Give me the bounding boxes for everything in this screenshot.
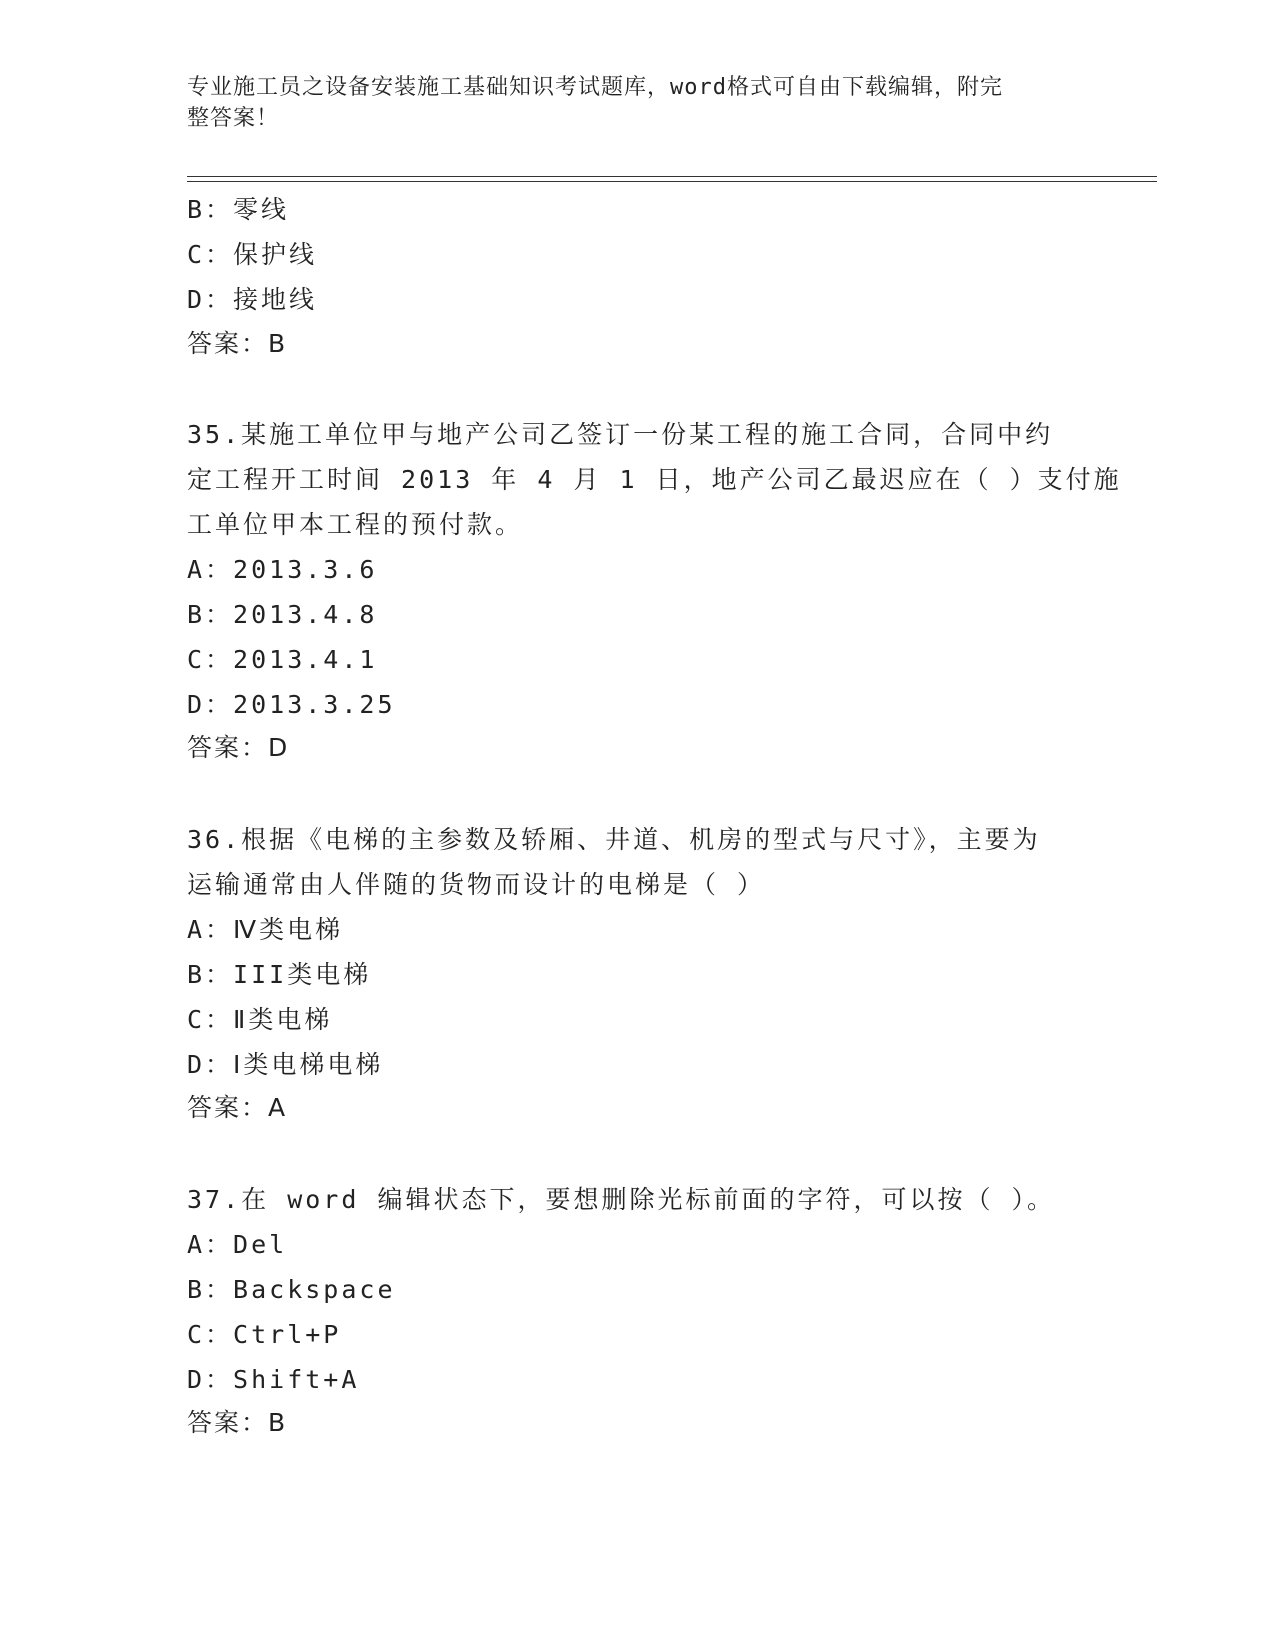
question-35-stem-line-2: 定工程开工时间 2013 年 4 月 1 日，地产公司乙最迟应在（ ）支付施: [187, 465, 1122, 494]
question-36-option-b: B：III类电梯: [187, 960, 372, 989]
question-35-option-a: A：2013.3.6: [187, 555, 378, 584]
question-35-stem-line-3: 工单位甲本工程的预付款。: [187, 510, 524, 539]
question-37-option-b: B：Backspace: [187, 1275, 396, 1304]
question-36-answer: 答案：A: [187, 1093, 288, 1122]
question-35-stem-line-1: 35.某施工单位甲与地产公司乙签订一份某工程的施工合同，合同中约: [187, 420, 1054, 449]
question-37-option-c: C：Ctrl+P: [187, 1320, 342, 1349]
header-line-1: 专业施工员之设备安装施工基础知识考试题库，word格式可自由下载编辑，附完: [187, 75, 1003, 100]
question-36-stem-line-2: 运输通常由人伴随的货物而设计的电梯是（ ）: [187, 870, 766, 899]
question-35-option-c: C：2013.4.1: [187, 645, 378, 674]
question-36-option-d: D：Ⅰ类电梯电梯: [187, 1050, 384, 1079]
question-37-stem-line-1: 37.在 word 编辑状态下，要想删除光标前面的字符，可以按（ ）。: [187, 1185, 1056, 1214]
question-37-answer: 答案：B: [187, 1408, 288, 1437]
option-b: B：零线: [187, 195, 290, 224]
header-divider-top: [187, 176, 1157, 177]
question-37-option-a: A：Del: [187, 1230, 288, 1259]
question-37-option-d: D：Shift+A: [187, 1365, 360, 1394]
answer-line: 答案：B: [187, 329, 288, 358]
question-35-answer: 答案：D: [187, 733, 290, 762]
header-line-2: 整答案！: [187, 106, 280, 131]
document-header: [187, 72, 1067, 134]
header-divider-bottom: [187, 181, 1157, 182]
question-35-option-d: D：2013.3.25: [187, 690, 396, 719]
option-c: C：保护线: [187, 240, 318, 269]
option-d: D：接地线: [187, 285, 318, 314]
question-36-option-c: C：Ⅱ类电梯: [187, 1005, 333, 1034]
question-35-option-b: B：2013.4.8: [187, 600, 378, 629]
question-36-option-a: A：Ⅳ类电梯: [187, 915, 344, 944]
question-36-stem-line-1: 36.根据《电梯的主参数及轿厢、井道、机房的型式与尺寸》，主要为: [187, 825, 1041, 854]
